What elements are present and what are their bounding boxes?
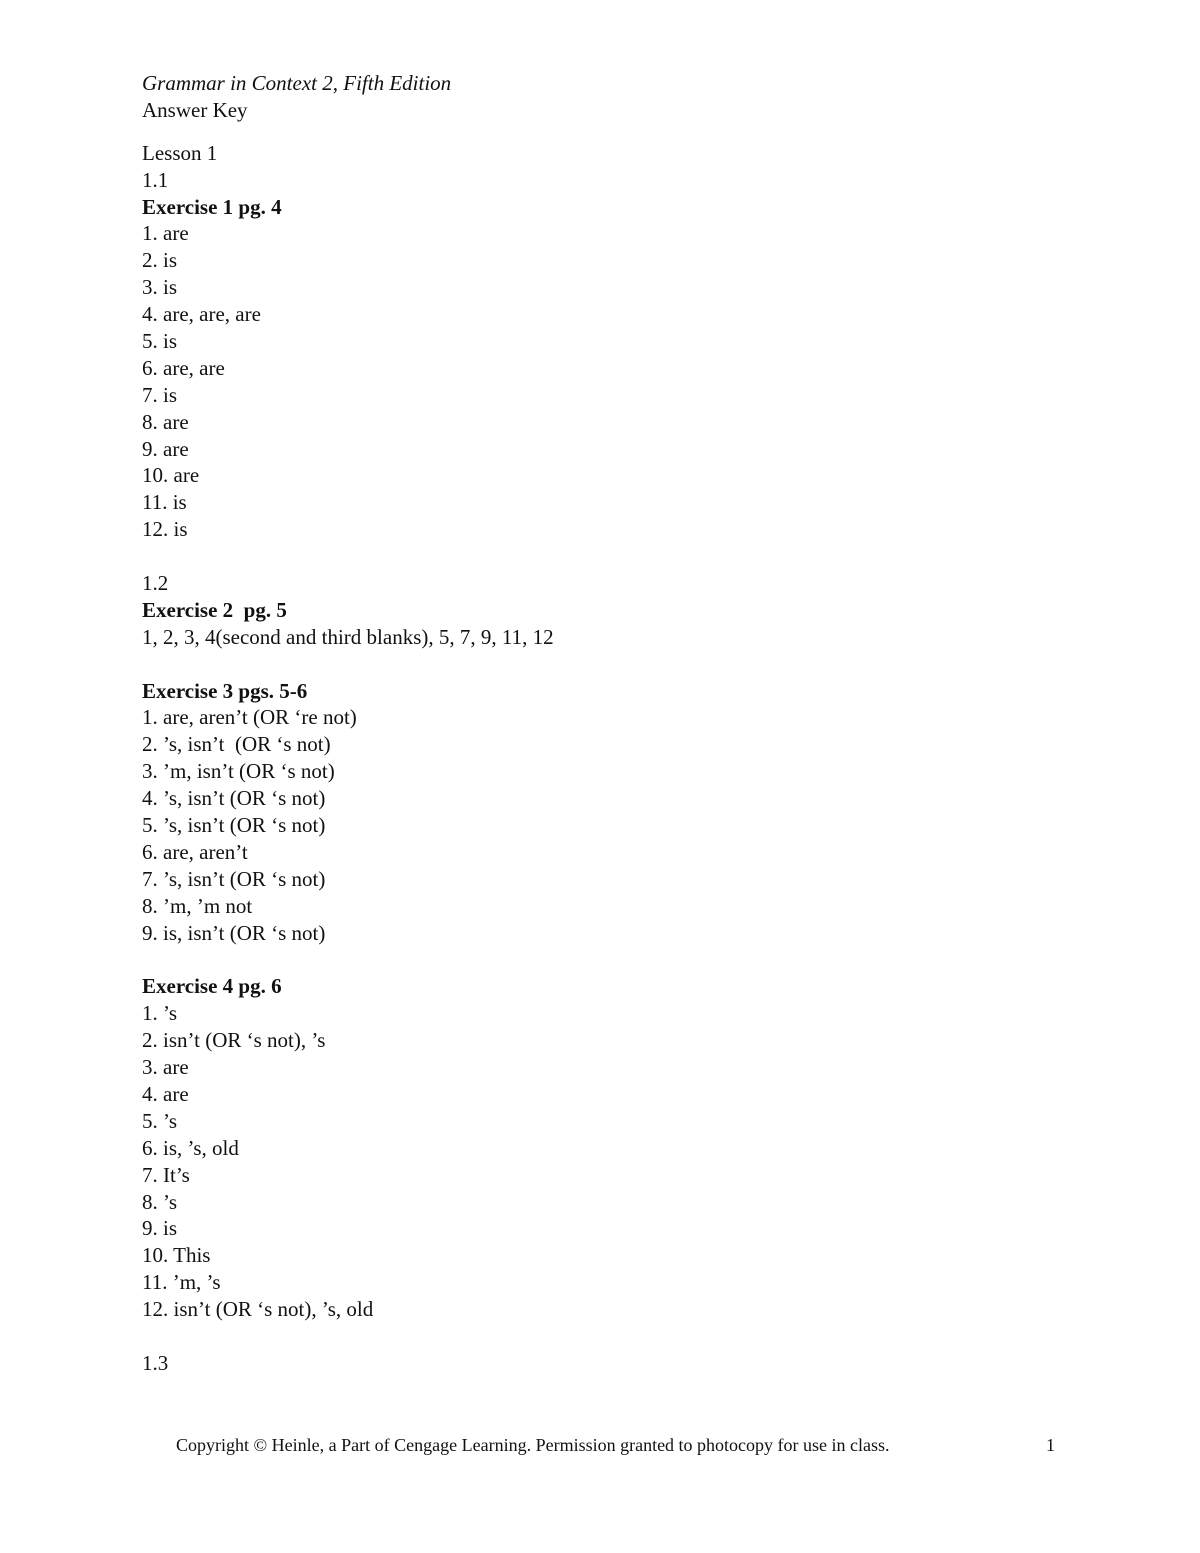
answer-item: 6. are, aren’t	[142, 839, 248, 864]
answer-item: 1. are	[142, 221, 189, 246]
answer-item: 2. isn’t (OR ‘s not), ’s	[142, 1028, 326, 1053]
answer-item: 9. are	[142, 436, 189, 461]
answer-key-page	[142, 70, 1102, 1377]
answer-item: 3. is	[142, 275, 178, 300]
answer-item: 1. are, aren’t (OR ‘re not)	[142, 705, 357, 730]
answer-item: 7. is	[142, 382, 178, 407]
exercise-3-answers	[142, 704, 1102, 946]
answer-item: 4. are, are, are	[142, 302, 261, 327]
answer-item: 8. are	[142, 409, 189, 434]
answer-item: 6. are, are	[142, 355, 225, 380]
answer-item: 8. ’m, ’m not	[142, 893, 253, 918]
answer-item: 10. This	[142, 1243, 211, 1268]
spacer	[142, 543, 1102, 570]
spacer	[142, 124, 1102, 140]
copyright-footer: Copyright © Heinle, a Part of Cengage Learning. Permission granted to photocopy for use in class.	[176, 1435, 890, 1455]
exercise-1-heading: Exercise 1 pg. 4	[142, 194, 282, 219]
answer-item: 2. ’s, isn’t (OR ‘s not)	[142, 732, 331, 757]
book-title: Grammar in Context 2, Fifth Edition	[142, 71, 452, 95]
section-1-3: 1.3	[142, 1350, 169, 1375]
answer-item: 8. ’s	[142, 1189, 178, 1214]
doc-title: Answer Key	[142, 97, 248, 122]
answer-item: 5. ’s	[142, 1108, 178, 1133]
answer-item: 4. ’s, isn’t (OR ‘s not)	[142, 786, 326, 811]
exercise-2-answer: 1, 2, 3, 4(second and third blanks), 5, 7, 9, 11, 12	[142, 624, 554, 649]
answer-item: 6. is, ’s, old	[142, 1135, 239, 1160]
answer-item: 5. ’s, isn’t (OR ‘s not)	[142, 813, 326, 838]
spacer	[142, 947, 1102, 974]
answer-item: 11. ’m, ’s	[142, 1270, 221, 1295]
exercise-4-heading: Exercise 4 pg. 6	[142, 974, 282, 999]
exercise-4-answers	[142, 1000, 1102, 1323]
spacer	[142, 1323, 1102, 1350]
exercise-1-answers	[142, 220, 1102, 543]
answer-item: 7. It’s	[142, 1162, 190, 1187]
answer-item: 12. is	[142, 517, 188, 542]
answer-item: 11. is	[142, 490, 187, 515]
answer-item: 9. is, isn’t (OR ‘s not)	[142, 920, 326, 945]
answer-item: 12. isn’t (OR ‘s not), ’s, old	[142, 1297, 374, 1322]
page-number: 1	[1046, 1435, 1055, 1455]
answer-item: 3. ’m, isn’t (OR ‘s not)	[142, 759, 335, 784]
answer-item: 5. is	[142, 329, 178, 354]
exercise-2-heading: Exercise 2 pg. 5	[142, 597, 287, 622]
section-1-1: 1.1	[142, 167, 169, 192]
answer-item: 3. are	[142, 1055, 189, 1080]
lesson-title: Lesson 1	[142, 140, 218, 165]
section-1-2: 1.2	[142, 571, 169, 596]
spacer	[142, 651, 1102, 678]
answer-item: 9. is	[142, 1216, 178, 1241]
answer-item: 2. is	[142, 248, 178, 273]
answer-item: 7. ’s, isn’t (OR ‘s not)	[142, 866, 326, 891]
exercise-3-heading: Exercise 3 pgs. 5-6	[142, 678, 308, 703]
answer-item: 1. ’s	[142, 1001, 178, 1026]
answer-item: 10. are	[142, 463, 200, 488]
answer-item: 4. are	[142, 1081, 189, 1106]
